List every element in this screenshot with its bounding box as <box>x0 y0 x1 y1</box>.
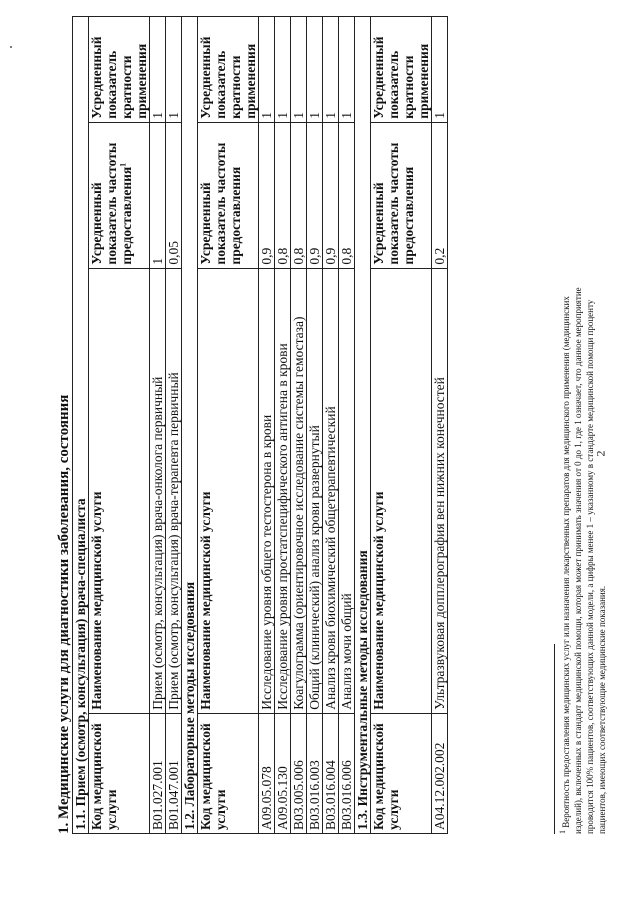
column-header-label: Усредненный показатель кратности применения <box>198 36 258 119</box>
service-name: Коагулограмма (ориентировочное исследование системы гемостаза) <box>291 268 307 713</box>
frequency-value: 0,2 <box>432 122 448 268</box>
multiplicity-value: 1 <box>307 17 323 123</box>
column-header <box>89 713 150 833</box>
column-header <box>89 17 150 123</box>
column-header-label: Усредненный показатель частоты предоставления <box>89 142 134 265</box>
subsection-title: 1.3. Инструментальные методы исследования <box>355 17 371 834</box>
multiplicity-value: 1 <box>432 17 448 123</box>
column-header-row <box>89 17 150 834</box>
frequency-value: 0,8 <box>339 122 355 268</box>
table-row <box>432 17 448 834</box>
footnote-text: Вероятность предоставления медицинских услуг или назначения лекарственных препаратов для медицинского применения (медицинских изделий), включенных в стандарт медицинской помощи, которая может принимать значения от 0 до 1, где 1 означает, что данное мероприятие проводится 100% пациентов, соответствующих данной модели, а цифры менее 1 – указанному в стандарте медицинской помощи проценту пациентов, имеющих соответствующие медицинские показания. <box>561 287 607 834</box>
subsection-title-row <box>73 17 89 834</box>
service-name: Анализ крови биохимический общетерапевтический <box>323 268 339 713</box>
column-header-label: Код медицинской услуги <box>198 723 228 830</box>
column-header <box>198 713 259 833</box>
service-code: B01.027.001 <box>150 713 166 833</box>
column-header-label: Усредненный показатель кратности применения <box>89 36 149 119</box>
column-header-label: Усредненный показатель частоты предоставления <box>371 142 416 265</box>
column-header <box>198 268 259 713</box>
column-header <box>198 17 259 123</box>
service-name: Прием (осмотр, консультация) врача-онколога первичный <box>150 268 166 713</box>
page-number: 2 <box>593 450 608 457</box>
service-name: Общий (клинический) анализ крови развернутый <box>307 268 323 713</box>
service-name: Анализ мочи общий <box>339 268 355 713</box>
column-header-label: Наименование медицинской услуги <box>198 491 213 710</box>
footnote-separator <box>554 644 555 834</box>
service-code: B03.016.003 <box>307 713 323 833</box>
column-header-label: Усредненный показатель частоты предоставления <box>198 142 243 265</box>
multiplicity-value: 1 <box>339 17 355 123</box>
column-header-label: Код медицинской услуги <box>371 723 401 830</box>
service-code: B03.016.004 <box>323 713 339 833</box>
footnote <box>560 274 608 834</box>
column-header-label: Код медицинской услуги <box>89 723 119 830</box>
column-header-row <box>198 17 259 834</box>
service-name: Ультразвуковая допплерография вен нижних конечностей <box>432 268 448 713</box>
service-code: A09.05.130 <box>275 713 291 833</box>
subsection-title-row <box>355 17 371 834</box>
column-header <box>371 17 432 123</box>
column-header <box>371 713 432 833</box>
service-name: Исследование уровня общего тестостерона в крови <box>259 268 275 713</box>
column-header <box>371 122 432 268</box>
column-header-row <box>371 17 432 834</box>
frequency-value: 1 <box>150 122 166 268</box>
multiplicity-value: 1 <box>291 17 307 123</box>
service-code: B03.016.006 <box>339 713 355 833</box>
scan-speck <box>10 46 12 48</box>
service-code: A04.12.002.002 <box>432 713 448 833</box>
table-row <box>259 17 275 834</box>
subsection-title-row <box>182 17 198 834</box>
service-name: Прием (осмотр, консультация) врача-терапевта первичный <box>166 268 182 713</box>
table-row <box>323 17 339 834</box>
multiplicity-value: 1 <box>150 17 166 123</box>
column-header-label: Наименование медицинской услуги <box>371 491 386 710</box>
multiplicity-value: 1 <box>275 17 291 123</box>
footnote-reference: 1 <box>118 162 128 167</box>
frequency-value: 0,8 <box>275 122 291 268</box>
medical-services-table <box>72 16 448 834</box>
rotated-page-content <box>28 10 640 870</box>
column-header <box>371 268 432 713</box>
table-row <box>150 17 166 834</box>
service-name: Исследование уровня простатспецифического антигена в крови <box>275 268 291 713</box>
multiplicity-value: 1 <box>323 17 339 123</box>
footnote-marker: 1 <box>558 830 567 834</box>
subsection-title: 1.1. Прием (осмотр, консультация) врача-специалиста <box>73 17 89 834</box>
table-row <box>307 17 323 834</box>
subsection-title: 1.2. Лабораторные методы исследования <box>182 17 198 834</box>
service-code: B01.047.001 <box>166 713 182 833</box>
section-title: 1. Медицинские услуги для диагностики заболевания, состояния <box>56 394 72 834</box>
column-header-label: Наименование медицинской услуги <box>89 491 104 710</box>
table-row <box>291 17 307 834</box>
table-row <box>275 17 291 834</box>
frequency-value: 0,9 <box>307 122 323 268</box>
frequency-value: 0,8 <box>291 122 307 268</box>
column-header <box>198 122 259 268</box>
column-header-label: Усредненный показатель кратности применения <box>371 36 431 119</box>
service-code: A09.05.078 <box>259 713 275 833</box>
frequency-value: 0,9 <box>259 122 275 268</box>
table-row <box>166 17 182 834</box>
frequency-value: 0,9 <box>323 122 339 268</box>
multiplicity-value: 1 <box>259 17 275 123</box>
multiplicity-value: 1 <box>166 17 182 123</box>
service-code: B03.005.006 <box>291 713 307 833</box>
column-header <box>89 122 150 268</box>
table-row <box>339 17 355 834</box>
column-header <box>89 268 150 713</box>
frequency-value: 0,05 <box>166 122 182 268</box>
